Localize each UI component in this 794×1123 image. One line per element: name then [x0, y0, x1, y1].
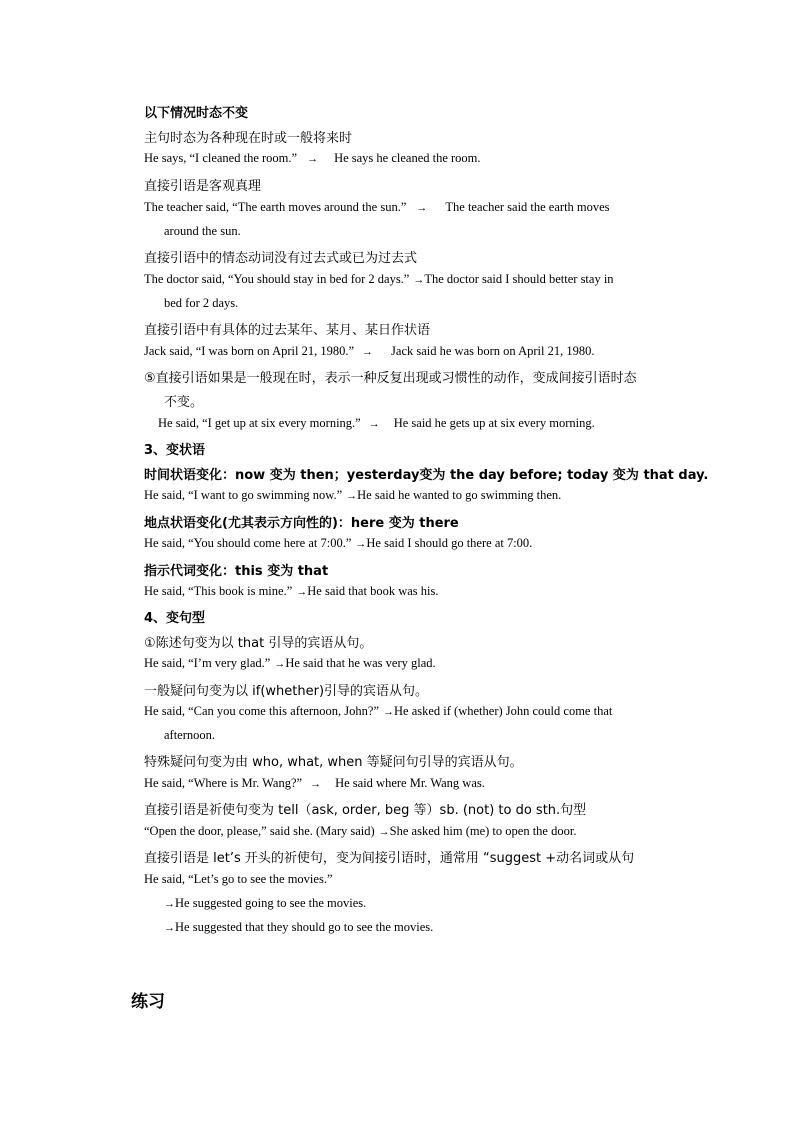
indirect-speech: Jack said he was born on April 21, 1980. — [391, 344, 595, 358]
rule-line-time-adverbial: 时间状语变化：now 变为 then；yesterday变为 the day before; today 变为 that day. — [144, 468, 709, 483]
direct-speech: He said, “I’m very glad.” — [144, 656, 271, 670]
example-line — [164, 896, 366, 911]
indirect-speech: He suggested going to see the movies. — [175, 896, 367, 910]
direct-speech: He said, “I get up at six every morning.” — [158, 416, 361, 430]
example-line — [144, 584, 438, 599]
direct-speech: “Open the door, please,” said she. (Mary said) — [144, 824, 375, 838]
example-line — [144, 776, 485, 791]
indirect-speech: The doctor said I should better stay in — [424, 272, 614, 286]
example-line — [144, 272, 614, 287]
indirect-speech: He suggested that they should go to see the movies. — [175, 920, 434, 934]
direct-speech: He said, “I want to go swimming now.” — [144, 488, 343, 502]
arrow-icon: → — [355, 538, 367, 550]
indirect-speech: He said he gets up at six every morning. — [393, 416, 595, 430]
indirect-speech: He asked if (whether) John could come that — [394, 704, 613, 718]
direct-speech: He said, “You should come here at 7:00.” — [144, 536, 352, 550]
rule-line-place-adverbial: 地点状语变化(尤其表示方向性的)：here 变为 there — [144, 516, 459, 531]
indirect-speech: She asked him (me) to open the door. — [389, 824, 577, 838]
example-line: He said, “Let’s go to see the movies.” — [144, 872, 333, 886]
example-continuation: around the sun. — [164, 224, 241, 238]
arrow-icon: → — [416, 202, 428, 214]
example-line — [144, 344, 594, 359]
rule-line: 直接引语是祈使句变为 tell（ask, order, beg 等）sb. (not) to do sth.句型 — [144, 803, 587, 818]
rule-line: 一般疑问句变为以 if(whether)引导的宾语从句。 — [144, 684, 429, 699]
example-line — [144, 824, 576, 839]
arrow-icon: → — [296, 586, 308, 598]
example-line — [144, 704, 612, 719]
arrow-icon: → — [413, 274, 425, 286]
rule-line: 直接引语是 let’s 开头的祈使句，变为间接引语时，通常用 “suggest +动名词或从句 — [144, 851, 635, 866]
direct-speech: The teacher said, “The earth moves around the sun.” — [144, 200, 407, 214]
subheading-tense-unchanged: 以下情况时态不变 — [144, 106, 249, 121]
rule-line: 直接引语中有具体的过去某年、某月、某日作状语 — [144, 323, 431, 338]
arrow-icon: → — [310, 778, 322, 790]
example-line — [144, 536, 532, 551]
rule-line: 主句时态为各种现在时或一般将来时 — [144, 131, 353, 146]
rule-continuation: 不变。 — [164, 395, 204, 410]
direct-speech: Jack said, “I was born on April 21, 1980.” — [144, 344, 355, 358]
rule-line-demonstrative: 指示代词变化：this 变为 that — [144, 564, 329, 579]
indirect-speech: He says he cleaned the room. — [334, 151, 481, 165]
rule-line: 直接引语中的情态动词没有过去式或已为过去式 — [144, 251, 418, 266]
indirect-speech: He said that he was very glad. — [285, 656, 436, 670]
arrow-icon: → — [164, 922, 175, 934]
example-line — [144, 200, 610, 215]
example-line — [144, 151, 481, 166]
section-heading-sentence-type: 4、变句型 — [144, 611, 206, 626]
arrow-icon: → — [383, 706, 395, 718]
section-heading-adverbials: 3、变状语 — [144, 443, 206, 458]
indirect-speech: He said I should go there at 7:00. — [366, 536, 533, 550]
example-continuation: afternoon. — [164, 728, 216, 742]
example-line — [144, 488, 561, 503]
arrow-icon: → — [164, 898, 175, 910]
arrow-icon: → — [307, 153, 319, 165]
example-line — [144, 656, 436, 671]
arrow-icon: → — [378, 826, 390, 838]
indirect-speech: He said that book was his. — [307, 584, 439, 598]
indirect-speech: The teacher said the earth moves — [445, 200, 610, 214]
rule-line: 特殊疑问句变为由 who, what, when 等疑问句引导的宾语从句。 — [144, 755, 523, 770]
arrow-icon: → — [362, 346, 374, 358]
rule-line: ①陈述句变为以 that 引导的宾语从句。 — [144, 636, 373, 651]
direct-speech: He said, “This book is mine.” — [144, 584, 293, 598]
indirect-speech: He said where Mr. Wang was. — [335, 776, 485, 790]
example-line — [164, 920, 433, 935]
indirect-speech: He said he wanted to go swimming then. — [357, 488, 562, 502]
direct-speech: He says, “I cleaned the room.” — [144, 151, 298, 165]
direct-speech: The doctor said, “You should stay in bed for 2 days.” — [144, 272, 410, 286]
arrow-icon: → — [346, 490, 358, 502]
arrow-icon: → — [368, 418, 380, 430]
example-continuation: bed for 2 days. — [164, 296, 239, 310]
direct-speech: He said, “Can you come this afternoon, John?” — [144, 704, 380, 718]
exercise-heading: 练习 — [131, 992, 165, 1012]
direct-speech: He said, “Where is Mr. Wang?” — [144, 776, 303, 790]
arrow-icon: → — [274, 658, 286, 670]
rule-line: 直接引语是客观真理 — [144, 179, 262, 194]
rule-line: ⑤直接引语如果是一般现在时，表示一种反复出现或习惯性的动作，变成间接引语时态 — [144, 371, 637, 386]
example-line — [158, 416, 595, 431]
